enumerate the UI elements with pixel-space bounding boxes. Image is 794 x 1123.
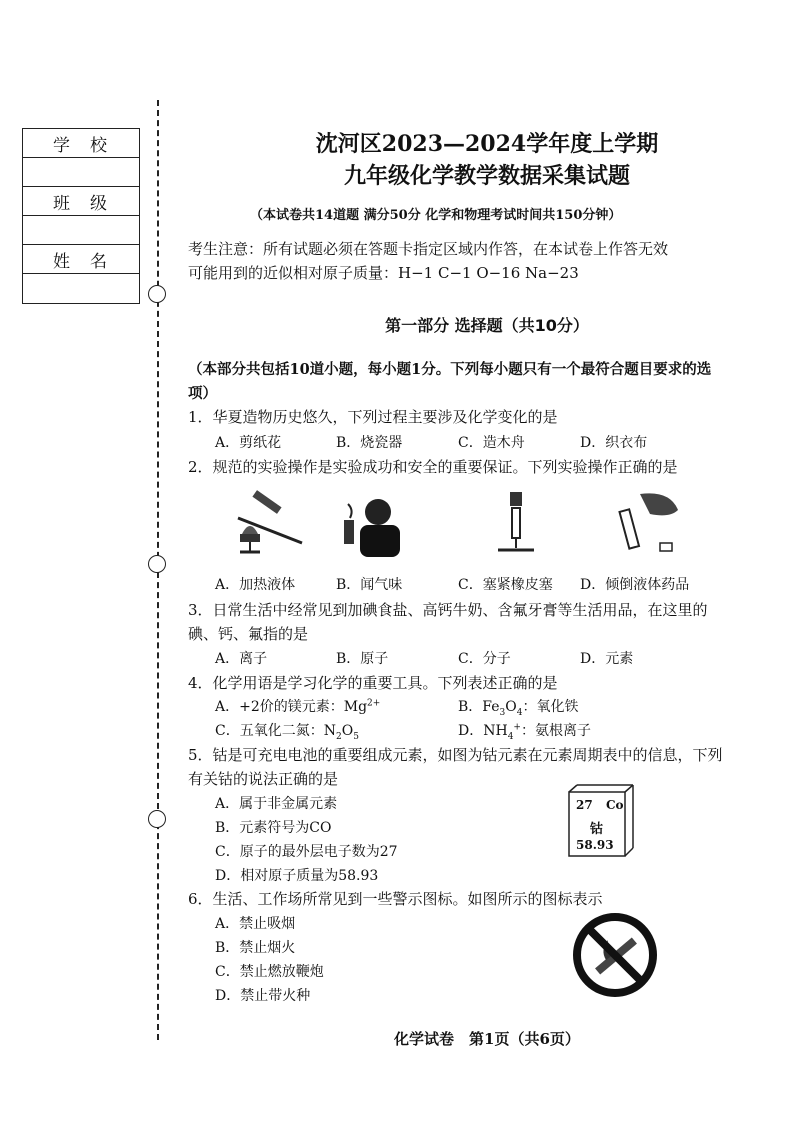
element-mass: 58.93 [576, 838, 614, 852]
q1-option-d: D．织衣布 [580, 435, 648, 451]
q3-option-b: B．原子 [336, 651, 389, 667]
name-field[interactable] [23, 274, 139, 303]
q4-option-b: B．$Fe_3O_4$：氧化铁 [458, 699, 579, 718]
heating-liquid-image [230, 488, 310, 558]
q3-stem-line2: 碘、钙、氟指的是 [188, 625, 309, 643]
binding-hole-2 [148, 555, 166, 573]
q2-stem: 2．规范的实验操作是实验成功和安全的重要保证。下列实验操作正确的是 [188, 458, 678, 476]
exam-notice: 考生注意：所有试题必须在答题卡指定区域内作答，在本试卷上作答无效 [188, 240, 669, 258]
q6-option-b: B．禁止烟火 [215, 940, 296, 956]
binding-hole-1 [148, 285, 166, 303]
exam-title-line2: 九年级化学教学数据采集试题 [343, 163, 630, 189]
student-info-table [22, 128, 140, 304]
element-name: 钴 [590, 822, 604, 837]
q4-option-d: D．$NH_4^+$：氨根离子 [458, 722, 591, 742]
q4-stem: 4．化学用语是学习化学的重要工具。下列表述正确的是 [188, 674, 558, 692]
q5-option-a: A．属于非金属元素 [215, 796, 338, 812]
binding-hole-3 [148, 810, 166, 828]
section-intro-line2: 项） [188, 385, 217, 402]
q5-stem-line2: 有关钴的说法正确的是 [188, 770, 339, 788]
q1-stem: 1．华夏造物历史悠久，下列过程主要涉及化学变化的是 [188, 408, 558, 426]
school-label: 学校 [23, 129, 139, 158]
q2-option-c: C．塞紧橡皮塞 [458, 577, 553, 593]
page-footer: 化学试卷 第1页（共6页） [394, 1030, 580, 1048]
school-field[interactable] [23, 158, 139, 187]
section-title: 第一部分 选择题（共10分） [385, 316, 589, 335]
q1-option-a: A．剪纸花 [215, 435, 282, 451]
q3-stem: 3．日常生活中经常见到加碘食盐、高钙牛奶、含氟牙膏等生活用品，在这里的 [188, 601, 708, 619]
q1-option-b: B．烧瓷器 [336, 435, 403, 451]
q3-option-d: D．元素 [580, 651, 634, 667]
element-atomic-number: 27 [576, 798, 593, 812]
q5-option-d: D．相对原子质量为58.93 [215, 868, 379, 884]
element-symbol: Co [606, 798, 624, 812]
exam-title-line1: 沈河区2023—2024学年度上学期 [315, 131, 659, 157]
q6-option-c: C．禁止燃放鞭炮 [215, 964, 324, 980]
q3-option-a: A．离子 [215, 651, 268, 667]
q2-option-b: B．闻气味 [336, 577, 403, 593]
atomic-mass-info: 可能用到的近似相对原子质量：H−1 C−1 O−16 Na−23 [188, 264, 579, 282]
q1-option-c: C．造木舟 [458, 435, 525, 451]
cobalt-element-card [568, 784, 632, 856]
q2-option-d: D．倾倒液体药品 [580, 577, 690, 593]
class-label: 班级 [23, 187, 139, 216]
smelling-gas-image [338, 490, 413, 560]
q3-option-c: C．分子 [458, 651, 511, 667]
exam-note: （本试卷共14道题 满分50分 化学和物理考试时间共150分钟） [250, 208, 622, 223]
prohibition-sign-icon [570, 910, 660, 1000]
section-intro-line1: （本部分共包括10道小题，每小题1分。下列每小题只有一个最符合题目要求的选 [188, 361, 712, 378]
q6-option-d: D．禁止带火种 [215, 988, 311, 1004]
q4-option-a: A．+2价的镁元素：$Mg^{2+}$ [215, 698, 381, 715]
class-field[interactable] [23, 216, 139, 245]
q5-option-c: C．原子的最外层电子数为27 [215, 844, 398, 860]
q2-option-a: A．加热液体 [215, 577, 296, 593]
q5-option-b: B．元素符号为CO [215, 820, 332, 836]
inserting-stopper-image [490, 488, 540, 558]
name-label: 姓名 [23, 245, 139, 274]
q4-option-c: C．五氧化二氮：$N_2O_5$ [215, 723, 359, 742]
q6-option-a: A．禁止吸烟 [215, 916, 296, 932]
q5-stem: 5．钴是可充电电池的重要组成元素，如图为钴元素在元素周期表中的信息，下列 [188, 746, 723, 764]
pouring-liquid-image [600, 488, 685, 558]
q6-stem: 6．生活、工作场所常见到一些警示图标。如图所示的图标表示 [188, 890, 603, 908]
